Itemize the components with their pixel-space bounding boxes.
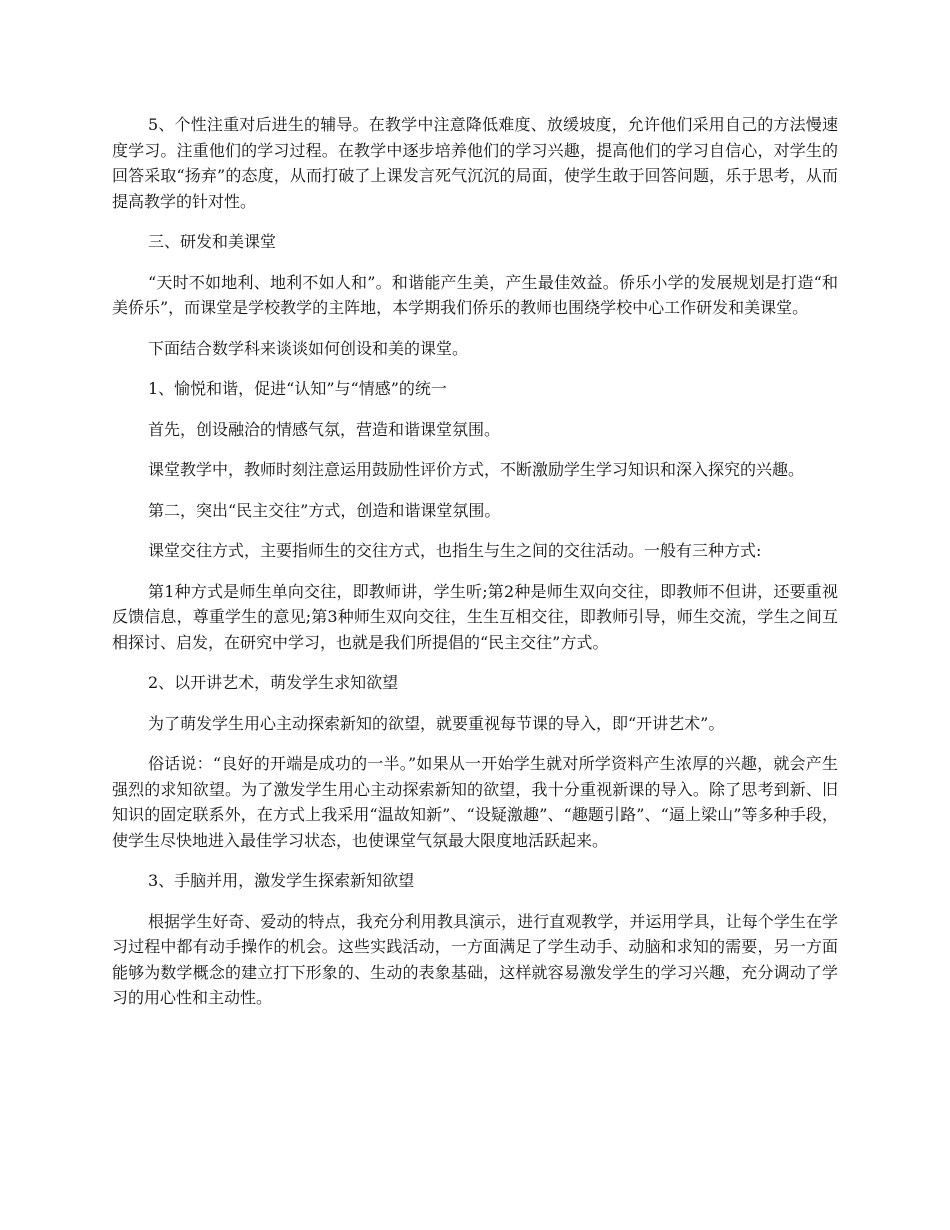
paragraph-harmony-intro: “天时不如地利、地利不如人和”。和谐能产生美，产生最佳效益。侨乐小学的发展规划是打造“和美侨乐”，而课堂是学校教学的主阵地，本学期我们侨乐的教师也围绕学校中心工作研发和美课堂。 bbox=[112, 272, 838, 317]
paragraph-teaching-aids: 根据学生好奇、爱动的特点，我充分利用教具演示，进行直观教学，并运用学具，让每个学生在学习过程中都有动手操作的机会。这些实践活动，一方面满足了学生动手、动脑和求知的需要，另一方面能够为数学概念的建立打下形象的、生动的表象基础，这样就容易激发学生的学习兴趣，充分调动了学习的用心性和主动性。 bbox=[112, 911, 838, 1007]
subheading-cognition-emotion: 1、愉悦和谐，促进“认知”与“情感”的统一 bbox=[148, 379, 447, 398]
paragraph-good-start: 俗话说：“良好的开端是成功的一半。”如果从一开始学生就对所学资料产生浓厚的兴趣，就会产生强烈的求知欲望。为了激发学生用心主动探索新知的欲望，我十分重视新课的导入。除了思考到新、旧知识的固定联系外，在方式上我采用“温故知新”、“设疑激趣”、“趣题引路”、“逼上梁山”等多种手段，使学生尽快地进入最佳学习状态，也使课堂气氛最大限度地活跃起来。 bbox=[112, 754, 838, 850]
paragraph-lesson-introduction: 为了萌发学生用心主动探索新知的欲望，就要重视每节课的导入，即“开讲艺术”。 bbox=[148, 713, 725, 733]
paragraph-interaction-modes: 课堂交往方式，主要指师生的交往方式，也指生与生之间的交往活动。一般有三种方式: bbox=[148, 541, 762, 560]
paragraph-math-intro: 下面结合数学科来谈谈如何创设和美的课堂。 bbox=[148, 338, 469, 358]
section-heading-harmony-classroom: 三、研发和美课堂 bbox=[148, 232, 277, 251]
subheading-opening-art: 2、以开讲艺术，萌发学生求知欲望 bbox=[148, 673, 399, 692]
paragraph-encouraging-evaluation: 课堂教学中，教师时刻注意运用鼓励性评价方式，不断激励学生学习知识和深入探究的兴趣。 bbox=[148, 460, 805, 479]
subheading-hands-and-mind: 3、手脑并用，激发学生探索新知欲望 bbox=[148, 871, 415, 890]
paragraph-remedial-tutoring: 5、个性注重对后进生的辅导。在教学中注意降低难度、放缓坡度，允许他们采用自己的方法慢速度学习。注重他们的学习过程。在教学中逐步培养他们的学习兴趣，提高他们的学习自信心，对学生的回答采取“扬弃”的态度，从而打破了上课发言死气沉沉的局面，使学生敢于回答问题，乐于思考，从而提高教学的针对性。 bbox=[112, 115, 838, 211]
paragraph-second-democratic: 第二，突出“民主交往”方式，创造和谐课堂氛围。 bbox=[148, 500, 501, 520]
document-page bbox=[112, 112, 838, 1026]
paragraph-first-atmosphere: 首先，创设融洽的情感气氛，营造和谐课堂氛围。 bbox=[148, 419, 501, 439]
paragraph-three-modes: 第1种方式是师生单向交往，即教师讲，学生听;第2种是师生双向交往，即教师不但讲，还要重视反馈信息，尊重学生的意见;第3种师生双向交往，生生互相交往，即教师引导，师生交流，学生之间互相探讨、启发，在研究中学习，也就是我们所提倡的“民主交往”方式。 bbox=[112, 581, 838, 652]
